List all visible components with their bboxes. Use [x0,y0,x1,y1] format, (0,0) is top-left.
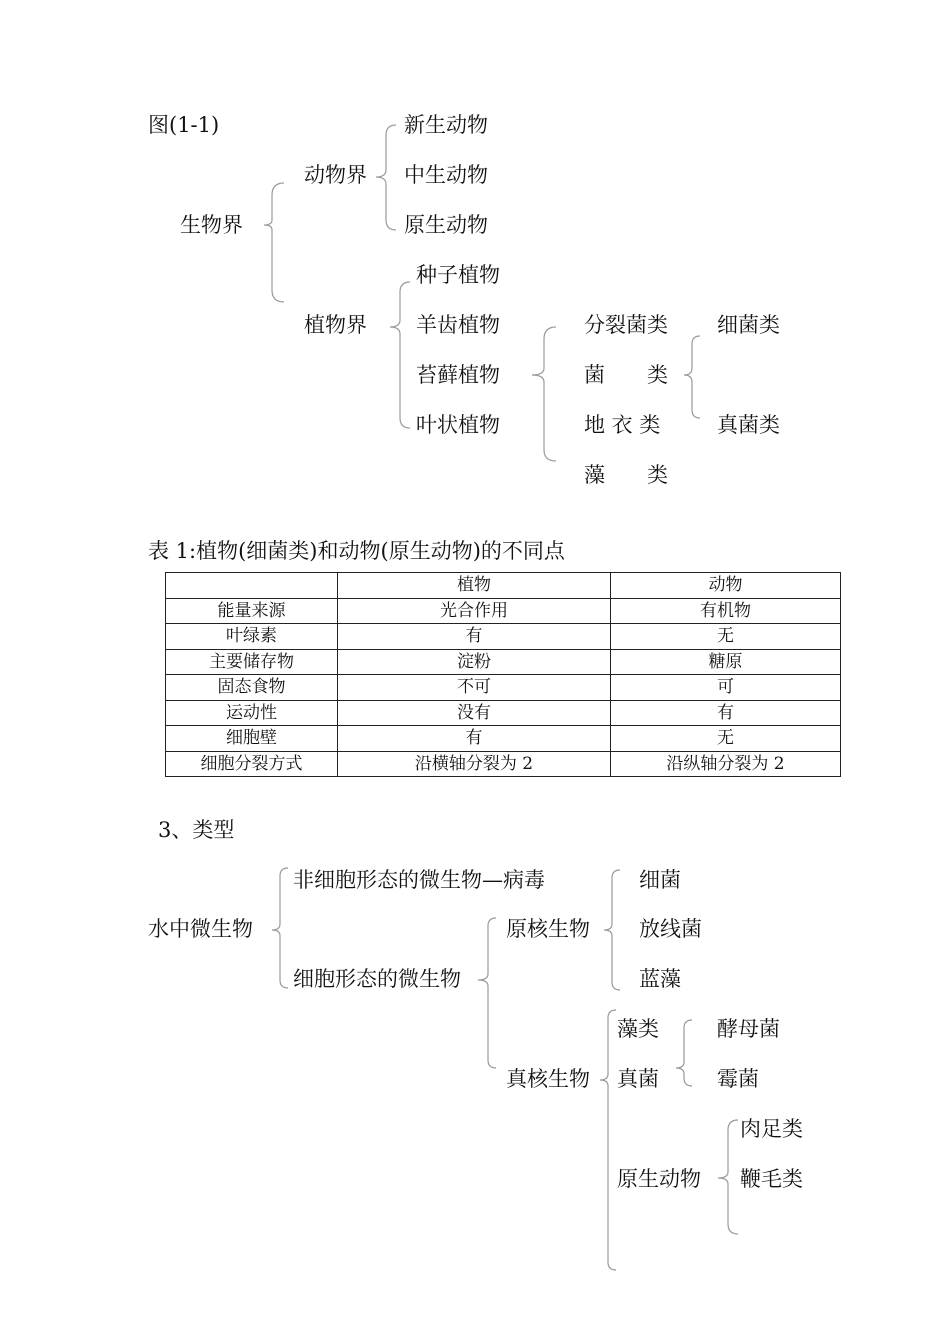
table-cell: 光合作用 [338,598,611,624]
prokaryote-item: 细菌 [639,868,681,892]
prokaryote-item: 放线菌 [639,917,702,941]
brace-thallophyte [532,327,556,461]
table-cell: 沿纵轴分裂为 2 [611,751,841,777]
animal-item: 中生动物 [404,163,488,187]
table-cell: 糖原 [611,649,841,675]
brace-true-fungi [676,1020,692,1086]
fungi-subitem: 酵母菌 [717,1017,780,1041]
table-cell: 细胞壁 [166,726,338,752]
noncellular-label: 非细胞形态的微生物—病毒 [293,868,545,892]
table-row [166,675,841,701]
brace-root [264,183,284,302]
animal-kingdom-label: 动物界 [304,163,367,187]
section-heading: 3、类型 [158,818,235,842]
fungi-item: 细菌类 [717,313,780,337]
animal-item: 新生动物 [404,113,488,137]
table-cell: 叶绿素 [166,624,338,650]
table-cell: 不可 [338,675,611,701]
table-cell: 可 [611,675,841,701]
thallophyte-item: 菌 类 [584,363,668,387]
table-row [166,700,841,726]
true-fungi-label: 真菌 [617,1067,659,1091]
table-cell: 能量来源 [166,598,338,624]
table-cell: 淀粉 [338,649,611,675]
brace-protozoa [718,1120,738,1234]
brace-fungi [684,336,700,418]
table-header-cell: 植物 [338,573,611,599]
fungi-subitem: 霉菌 [717,1067,759,1091]
table-cell: 主要储存物 [166,649,338,675]
brace-eukaryote [600,1010,616,1270]
table-row [166,751,841,777]
table-header-cell: 动物 [611,573,841,599]
fungi-item: 真菌类 [717,413,780,437]
animal-item: 原生动物 [404,213,488,237]
comparison-table [165,572,841,777]
thallophyte-item: 藻 类 [584,463,668,487]
table-cell: 有 [611,700,841,726]
cellular-label: 细胞形态的微生物 [293,967,461,991]
table-row [166,598,841,624]
table-cell: 无 [611,624,841,650]
table-cell: 运动性 [166,700,338,726]
table-cell: 沿横轴分裂为 2 [338,751,611,777]
table-cell: 有机物 [611,598,841,624]
table-header-row [166,573,841,599]
protozoa-subitem: 鞭毛类 [740,1167,803,1191]
table-row [166,649,841,675]
plant-kingdom-label: 植物界 [304,313,367,337]
plant-item: 种子植物 [416,263,500,287]
table-header-cell [166,573,338,599]
table-cell: 没有 [338,700,611,726]
micro-root-label: 水中微生物 [148,917,253,941]
brace-prokaryote [604,870,620,990]
brace-micro-root [272,868,288,988]
plant-item: 苔藓植物 [416,363,500,387]
eukaryote-label: 真核生物 [506,1067,590,1091]
thallophyte-item: 地 衣 类 [584,413,661,437]
table-cell: 固态食物 [166,675,338,701]
brace-plant [390,282,410,428]
prokaryote-item: 蓝藻 [639,967,681,991]
table-cell: 无 [611,726,841,752]
table-cell: 细胞分裂方式 [166,751,338,777]
brace-animal [376,125,396,230]
thallophyte-item: 分裂菌类 [584,313,668,337]
table-cell: 有 [338,624,611,650]
table-row [166,624,841,650]
table-title: 表 1:植物(细菌类)和动物(原生动物)的不同点 [148,539,565,563]
brace-cellular [478,918,496,1068]
table-cell: 有 [338,726,611,752]
figure-caption: 图(1-1) [148,113,220,137]
plant-item: 叶状植物 [416,413,500,437]
prokaryote-label: 原核生物 [506,917,590,941]
tree-root-label: 生物界 [180,213,243,237]
table-row [166,726,841,752]
protozoa-subitem: 肉足类 [740,1117,803,1141]
algae-label: 藻类 [617,1017,659,1041]
protozoa-label: 原生动物 [617,1167,701,1191]
plant-item: 羊齿植物 [416,313,500,337]
